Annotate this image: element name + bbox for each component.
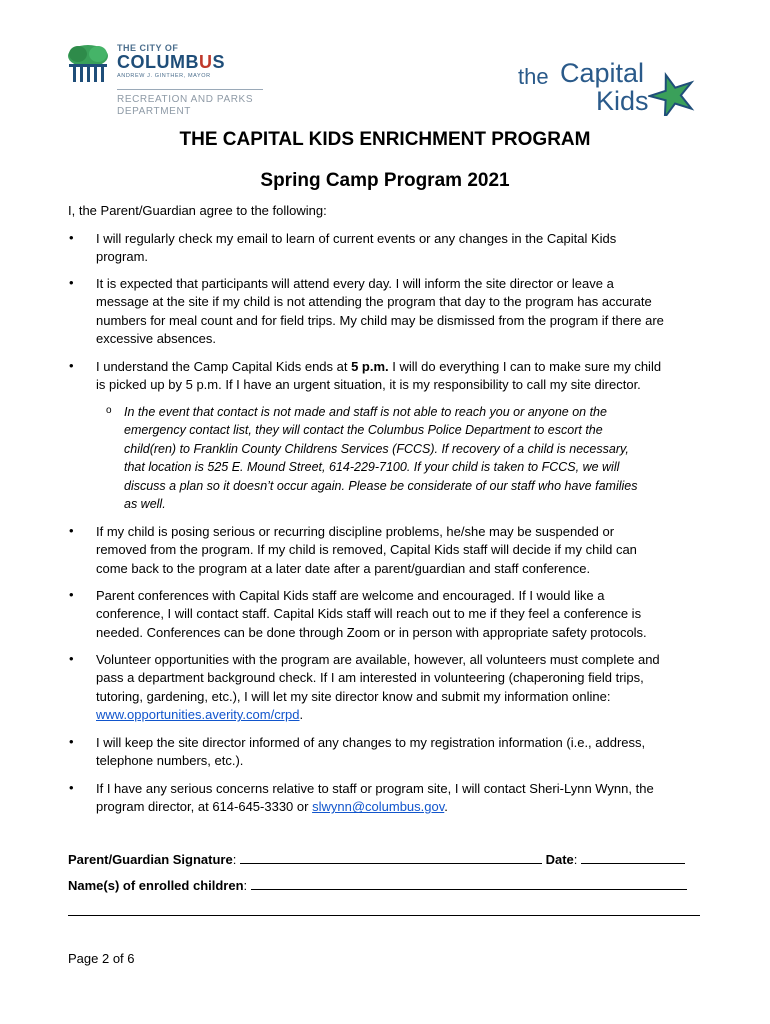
bullet-icon: • xyxy=(69,230,74,245)
bullet-icon: • xyxy=(69,587,74,602)
list-item: Parent conferences with Capital Kids staff are welcome and encouraged. If I would like a conference, I will contact staff. Capital Kids staff will reach out to me if they feel a conference is needed. Conferences can be done through Zoom or in person with appropriate safety protocols. xyxy=(96,588,647,640)
columbus-wordmark: COLUMBUS xyxy=(117,52,226,72)
page-subtitle: Spring Camp Program 2021 xyxy=(260,170,510,191)
email-link[interactable]: slwynn@columbus.gov xyxy=(312,799,445,815)
department-label: RECREATION AND PARKS DEPARTMENT xyxy=(117,94,254,117)
capital-kids-logo xyxy=(518,58,698,122)
list-item: It is expected that participants will attend every day. I will inform the site director or leave a message at the site if my child is not attending the program that day to the program has accurate numbers for meal count and for field trips. My child may be dismissed from the program if there are excessive absences. xyxy=(96,276,664,347)
star-icon xyxy=(648,72,696,116)
capital-kids-the: the xyxy=(518,64,549,89)
children-names-row: Name(s) of enrolled children: xyxy=(68,877,687,893)
mayor-label: ANDREW J. GINTHER, MAYOR xyxy=(117,73,211,79)
list-item: I will regularly check my email to learn of current events or any changes in the Capital Kids program. xyxy=(96,231,617,265)
parent-signature-row: Parent/Guardian Signature: Date: xyxy=(68,851,685,867)
logo-divider xyxy=(117,89,263,90)
list-item: I will keep the site director informed of any changes to my registration information (i.e., address, telephone numbers, etc.). xyxy=(96,735,646,769)
columbus-logo xyxy=(66,42,266,122)
capital-kids-kids: Kids xyxy=(596,86,649,116)
bullet-icon: • xyxy=(69,275,74,290)
list-item: If my child is posing serious or recurring discipline problems, he/she may be suspended or removed from the program. If my child is removed, Capital Kids staff will decide if my child can come back to the program at a later date after a parent/guardian and staff conference. xyxy=(96,524,637,576)
bullet-icon: • xyxy=(69,734,74,749)
children-names-label: Name(s) of enrolled children xyxy=(68,878,244,893)
list-item: If I have any serious concerns relative to staff or program site, I will contact Sheri-Lynn Wynn, the program director, at 614-645-3330 or slwynn@columbus.gov. xyxy=(96,781,654,815)
bullet-icon: • xyxy=(69,651,74,666)
intro-text: I, the Parent/Guardian agree to the following: xyxy=(68,203,327,218)
page-title: THE CAPITAL KIDS ENRICHMENT PROGRAM xyxy=(179,129,591,150)
bullet-icon: • xyxy=(69,358,74,373)
date-field[interactable] xyxy=(581,851,685,864)
parent-signature-field[interactable] xyxy=(240,851,542,864)
volunteer-link[interactable]: www.opportunities.averity.com/crpd xyxy=(96,707,300,723)
tree-icon xyxy=(66,44,110,84)
bullet-icon: • xyxy=(69,780,74,795)
capital-kids-capital: Capital xyxy=(560,58,645,88)
children-names-field-continued[interactable] xyxy=(68,915,700,916)
list-item: I understand the Camp Capital Kids ends at 5 p.m. I will do everything I can to make sure my child is picked up by 5 p.m. If I have an urgent situation, it is my responsibility to call my site director. xyxy=(96,359,662,393)
sub-list-item: In the event that contact is not made and staff is not able to reach you or anyone on the emergency contact list, they will contact the Columbus Police Department to escort the child(ren) to Franklin County Childrens Services (FCCS). If recovery of a child is necessary, that location is 525 E. Mound Street, 614-229-7100. If your child is taken to FCCS, we will discuss a plan so it doesn’t occur again. Please be considerate of our staff who have families as well. xyxy=(124,405,638,512)
city-of-label: THE CITY OF xyxy=(117,43,179,53)
bullet-icon: • xyxy=(69,523,74,538)
children-names-field[interactable] xyxy=(251,877,687,890)
list-item: Volunteer opportunities with the program are available, however, all volunteers must complete and pass a department background check. If I am interested in volunteering (chaperoning field trips, tutoring, gardening, etc.), I will let my site director know and submit my information online: www.opportunities.averity.com/crpd. xyxy=(96,652,660,723)
sub-bullet-icon: o xyxy=(106,405,112,416)
date-label: Date xyxy=(545,852,574,867)
parent-signature-label: Parent/Guardian Signature xyxy=(68,852,233,867)
page-number: Page 2 of 6 xyxy=(68,951,135,966)
